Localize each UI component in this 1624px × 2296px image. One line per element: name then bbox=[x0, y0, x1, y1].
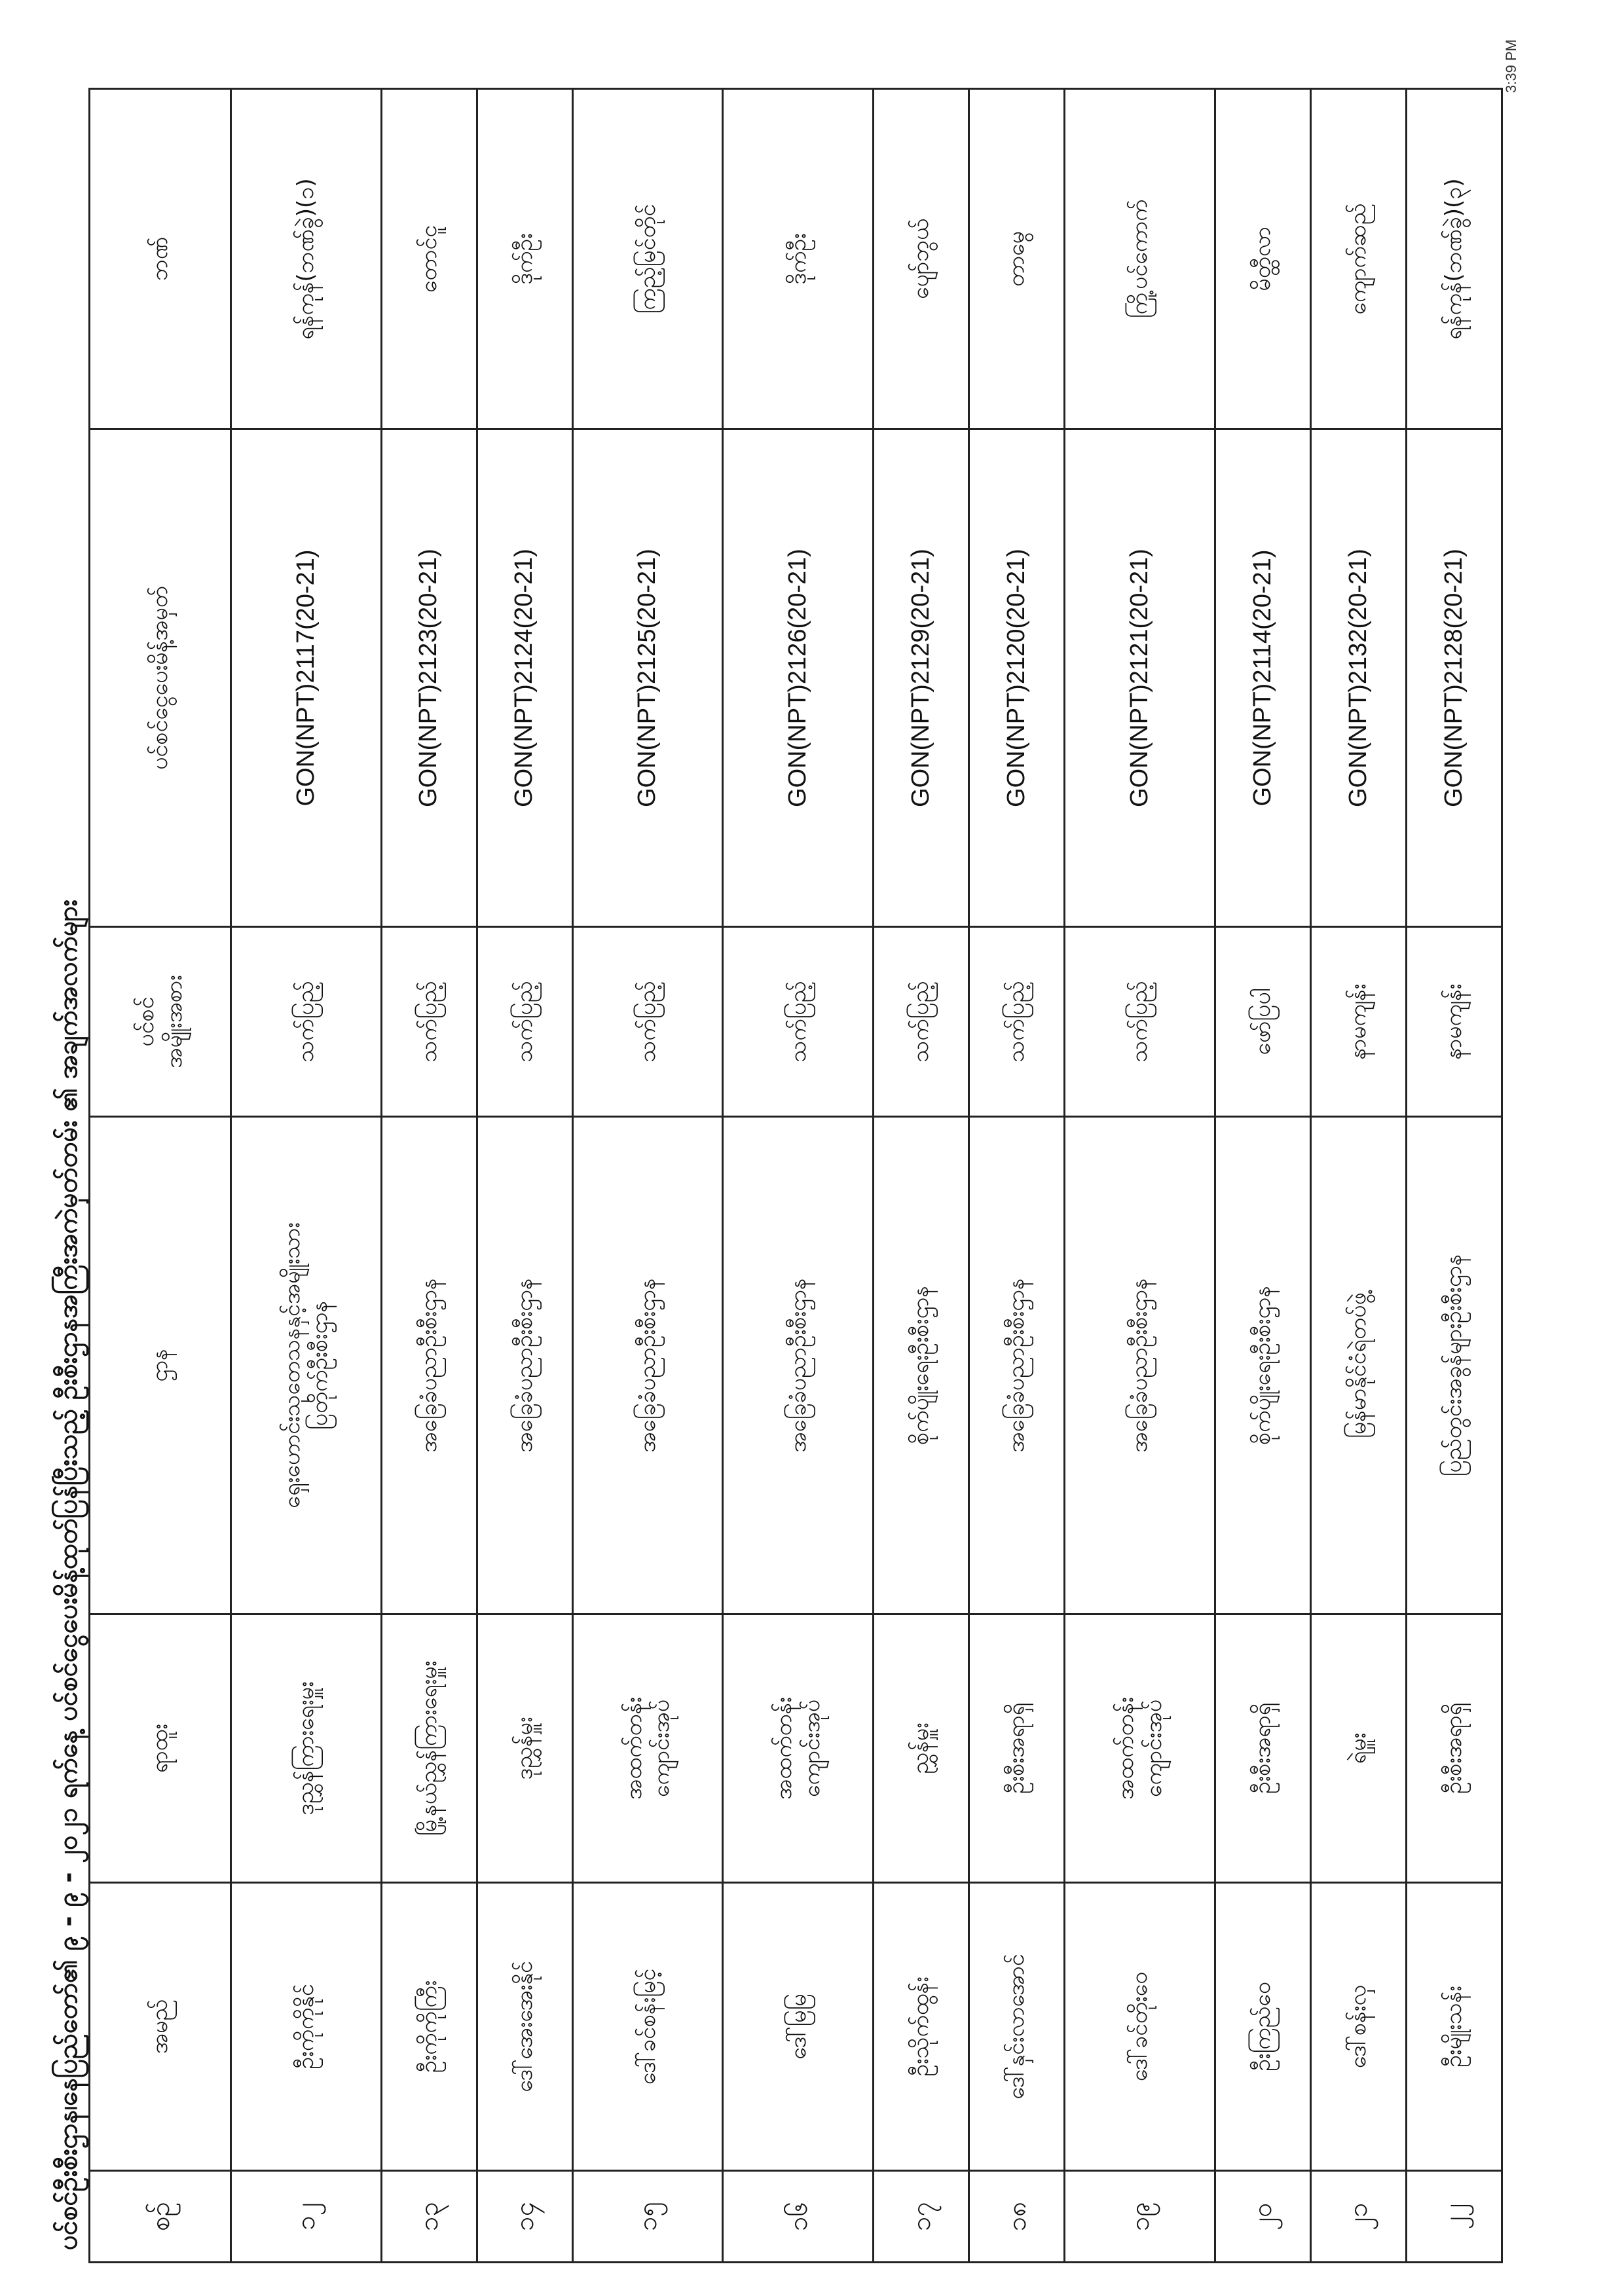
table-row bbox=[572, 89, 723, 2263]
cell-rank: ဦးစီးအရာရှိ bbox=[1215, 1614, 1310, 1883]
cell-pension-type: သက်ပြည့် bbox=[874, 927, 969, 1117]
cell-name: ဒေါ်ခင်တိုးဝေ bbox=[1065, 1883, 1215, 2171]
cell-pension-type: ဖော်ပြပါ bbox=[1215, 927, 1310, 1117]
cell-department: စိုက်ပျိုးရေးဦးစီးဌာန bbox=[874, 1117, 969, 1614]
cell-name: ဦးကြည်ဝေ bbox=[1215, 1883, 1310, 2171]
cell-department: အခြေခံပညာဦးစီးဌာန bbox=[723, 1117, 874, 1614]
cell-permit: GON(NPT)2128(20-21) bbox=[1406, 429, 1502, 927]
cell-name: ဦးသိုက်ထွန်း bbox=[874, 1883, 969, 2171]
cell-department: အခြေခံပညာဦးစီးဌာန bbox=[477, 1117, 572, 1614]
cell-num: ၁၇ bbox=[874, 2171, 969, 2263]
table-row bbox=[381, 89, 477, 2263]
cell-num: ၂၀ bbox=[1215, 2171, 1310, 2263]
cell-permit: GON(NPT)2132(20-21) bbox=[1310, 429, 1406, 927]
cell-name: ဦးကိုကိုကြီး bbox=[381, 1883, 477, 2171]
cell-township: ကြည့်မြင်တိုင် bbox=[572, 89, 723, 429]
table-row bbox=[231, 89, 382, 2263]
cell-permit: GON(NPT)2121(20-21) bbox=[1065, 429, 1215, 927]
header-num: စဉ် bbox=[90, 2171, 231, 2263]
cell-name: ဦးမျိုးသန်း bbox=[1406, 1883, 1502, 2171]
cell-num: ၂၂ bbox=[1406, 2171, 1502, 2263]
cell-department: အခြေခံပညာဦးစီးဌာန bbox=[572, 1117, 723, 1614]
cell-permit: GON(NPT)2120(20-21) bbox=[969, 429, 1065, 927]
cell-pension-type: သက်ပြည့် bbox=[723, 927, 874, 1117]
cell-department: အခြေခံပညာဦးစီးဌာန bbox=[1065, 1117, 1215, 1614]
header-rank: ရာထူး bbox=[90, 1614, 231, 1883]
cell-pension-type: သက်ပြည့် bbox=[1065, 927, 1215, 1117]
cell-township: ရန်ကုန်(ဘဏ်ခွဲ)(၃) bbox=[1406, 89, 1502, 429]
cell-permit: GON(NPT)2124(20-21) bbox=[477, 429, 572, 927]
cell-rank: ညွှန်မှူး bbox=[874, 1614, 969, 1883]
cell-pension-type: သက်ပြည့် bbox=[969, 927, 1065, 1117]
table-header-row bbox=[90, 89, 231, 2263]
cell-township: ပျော်ဘွယ် bbox=[874, 89, 969, 429]
cell-township: ရန်ကုန်(ဘဏ်ခွဲ)(၁) bbox=[231, 89, 382, 429]
cell-rank: အထက်တန်း ကျောင်းအုပ် bbox=[572, 1614, 723, 1883]
cell-township: ကြို့ပင်ကောက် bbox=[1065, 89, 1215, 429]
cell-township: ကျောက်ဆည် bbox=[1310, 89, 1406, 429]
cell-pension-type: သက်ပြည့် bbox=[231, 927, 382, 1117]
cell-name: ဒေါ်အေးအေးနိုင် bbox=[477, 1883, 572, 2171]
cell-pension-type: သက်ပြည့် bbox=[477, 927, 572, 1117]
cell-department: ရှေးဟောင်းသုတေသနနှင့်အမျိုးသား ပြတိုက်ဦးစီးဌာန bbox=[231, 1117, 382, 1614]
cell-rank: ဒုညွှန်ကြားရေးမှူး bbox=[231, 1614, 382, 1883]
cell-township: မိတ္ထီလာ bbox=[1215, 89, 1310, 429]
cell-name: ဦးကိုကိုနိုင် bbox=[231, 1883, 382, 2171]
header-permit: ပင်စင်ငွေပေးမိန့်အမှတ် bbox=[90, 429, 231, 927]
cell-name: ဒေါ်မြမြ bbox=[723, 1883, 874, 2171]
cell-rank: ဒုညွှန်မှူး bbox=[477, 1614, 572, 1883]
cell-township: တာမွေ bbox=[969, 89, 1065, 429]
table-row bbox=[874, 89, 969, 2263]
table-row bbox=[1065, 89, 1215, 2263]
cell-pension-type: သက်ပြည့် bbox=[572, 927, 723, 1117]
cell-department: မြန်မာနိုင်ငံရဲတပ်ဖွဲ့ bbox=[1310, 1117, 1406, 1614]
cell-township: ဒိုက်ဦး bbox=[723, 89, 874, 429]
cell-rank: အထက်တန်း ကျောင်းအုပ် bbox=[1065, 1614, 1215, 1883]
table-row bbox=[1406, 89, 1502, 2263]
cell-num: ၁၈ bbox=[969, 2171, 1065, 2263]
table-row bbox=[723, 89, 874, 2263]
cell-rank: မြို့နယ်ညွှန်ကြားရေးမှူး bbox=[381, 1614, 477, 1883]
cell-num: ၁၃ bbox=[381, 2171, 477, 2263]
header-name: အမည် bbox=[90, 1883, 231, 2171]
cell-permit: GON(NPT)2125(20-21) bbox=[572, 429, 723, 927]
table-row bbox=[1215, 89, 1310, 2263]
cell-permit: GON(NPT)2129(20-21) bbox=[874, 429, 969, 927]
cell-num: ၁၉ bbox=[1065, 2171, 1215, 2263]
scan-timestamp: 3:39 PM bbox=[1503, 39, 1519, 93]
cell-num: ၁၅ bbox=[572, 2171, 723, 2263]
pension-table bbox=[88, 88, 1503, 2263]
cell-permit: GON(NPT)2114(20-21) bbox=[1215, 429, 1310, 927]
cell-department: အခြေခံပညာဦးစီးဌာန bbox=[381, 1117, 477, 1614]
cell-name: ဒေါ်စန်းလှ bbox=[1310, 1883, 1406, 2171]
cell-num: ၁၂ bbox=[231, 2171, 382, 2263]
table-row bbox=[969, 89, 1065, 2263]
header-pension-type: ပင်စင် အမျိုးအစား bbox=[90, 927, 231, 1117]
cell-name: ဒေါ်ခင်စန်းမြင့် bbox=[572, 1883, 723, 2171]
cell-rank: အထက်တန်း ကျောင်းအုပ် bbox=[723, 1614, 874, 1883]
header-township: ဘဏ် bbox=[90, 89, 231, 429]
cell-rank: ရဲမှူး bbox=[1310, 1614, 1406, 1883]
cell-permit: GON(NPT)2126(20-21) bbox=[723, 429, 874, 927]
cell-department: အခြေခံပညာဦးစီးဌာန bbox=[969, 1117, 1065, 1614]
cell-pension-type: နာမကျန်း bbox=[1406, 927, 1502, 1117]
cell-pension-type: နာမကျန်း bbox=[1310, 927, 1406, 1117]
table-row bbox=[1310, 89, 1406, 2263]
document-title: ပင်စင်ဦးစီးဌာန၊နေပြည်တော်၏ ၉ - ၉ - ၂၀၂၁ ရက်နေ့ ပင်စင်ငွေပေးမိန့်ထုတ်ပြန်ပြီးသည့် ဦးစီးဌာနအကြီးအကဲမှတ်တမ်း ၏ အချက်အလက်များ bbox=[53, 900, 83, 2250]
cell-township: ဒိုက်ဦး bbox=[477, 89, 572, 429]
cell-num: ၂၁ bbox=[1310, 2171, 1406, 2263]
cell-num: ၁၄ bbox=[477, 2171, 572, 2263]
cell-department: ပြည်တွင်းအခွန်များဦးစီးဌာန bbox=[1406, 1117, 1502, 1614]
cell-permit: GON(NPT)2123(20-21) bbox=[381, 429, 477, 927]
cell-num: ၁၆ bbox=[723, 2171, 874, 2263]
cell-permit: GON(NPT)2117(20-21) bbox=[231, 429, 382, 927]
table-row bbox=[477, 89, 572, 2263]
header-department: ဌာန bbox=[90, 1117, 231, 1614]
cell-rank: ဦးစီးအရာရှိ bbox=[1406, 1614, 1502, 1883]
cell-department: စိုက်ပျိုးရေးဦးစီးဌာန bbox=[1215, 1117, 1310, 1614]
cell-rank: ဦးစီးအရာရှိ bbox=[969, 1614, 1065, 1883]
cell-township: တောင်ငူ bbox=[381, 89, 477, 429]
cell-pension-type: သက်ပြည့် bbox=[381, 927, 477, 1117]
cell-name: ဒေါ်နှင်းလာအောင် bbox=[969, 1883, 1065, 2171]
